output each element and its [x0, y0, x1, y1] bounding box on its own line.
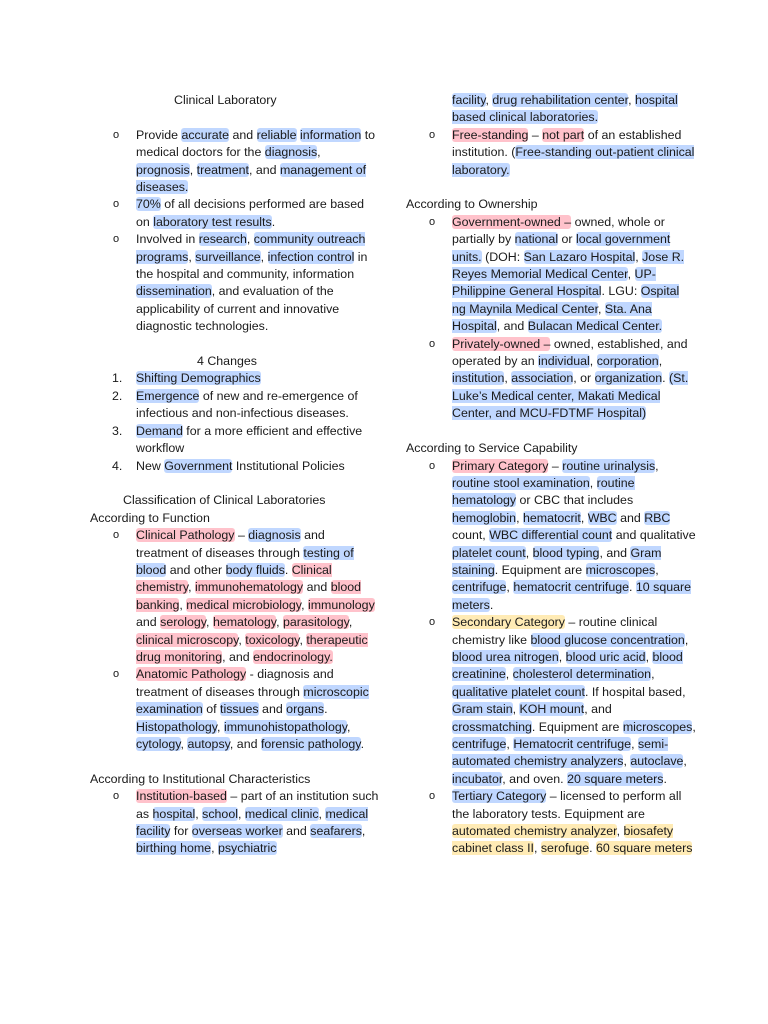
blue-highlight: routine stool examination [452, 475, 590, 490]
red-highlight: immunology [307, 597, 375, 612]
red-highlight: not part [542, 127, 585, 142]
red-highlight: clinical microscopy [136, 632, 239, 647]
service-item: o Secondary Category – routine clinical chemistry like blood glucose concentration, blood urea nitrogen, blood uric acid, blood creatinine, cholesterol determination, qualitative platelet count. If hospital based, Gram stain, KOH mount, and crossmatching. Equipment are microscopes, centrifuge, Hematocrit centrifuge, semi-automated chemistry analyzers, autoclave, incubator, and oven. 20 square meters. [406, 614, 696, 788]
blue-highlight: hematocrit [522, 510, 581, 525]
red-highlight: toxicology [245, 632, 300, 647]
changes-item [90, 458, 380, 475]
function-item: o Anatomic Pathology - diagnosis and treatment of diseases through microscopic examination of tissues and organs. Histopathology, immunohistopathology, cytology, autopsy, and forensic pathology. [90, 666, 380, 753]
blue-highlight: facility [452, 93, 486, 107]
function-item: o Clinical Pathology – diagnosis and treatment of diseases through testing of blood and other body fluids. Clinical chemistry, immunohematology and blood banking, medical microbiology, immunology and serology, hematology, parasitology, clinical microscopy, toxicology, therapeutic drug monitoring, and endocrinology. [90, 527, 380, 666]
blue-highlight: organization [594, 371, 663, 386]
blue-highlight: hospital [152, 806, 196, 821]
blue-highlight: Demand [136, 423, 183, 438]
institutional-list-continued [406, 127, 696, 179]
item-text: Demand for a more efficient and effective workflow [136, 423, 363, 456]
institutional-item: o Institution-based – part of an institution such as hospital, school, medical clinic, medical facility for overseas worker and seafarers, birthing home, psychiatric [90, 788, 380, 858]
red-highlight: medical microbiology [186, 597, 302, 612]
blue-highlight: birthing home [136, 841, 212, 856]
intro-list [90, 127, 380, 336]
blue-highlight: KOH mount [519, 702, 585, 717]
blue-highlight: dissemination [136, 284, 212, 299]
blue-highlight: institution [452, 371, 505, 386]
blue-highlight: community outreach programs [136, 232, 366, 264]
blue-highlight: Bulacan Medical Center. [527, 319, 663, 334]
classification-title: Classification of Clinical Laboratories [123, 493, 326, 508]
item-number: 3. [112, 423, 123, 438]
blue-highlight: treatment [196, 162, 249, 177]
blue-highlight: diagnosis [264, 145, 318, 160]
intro-item: o Involved in research, community outreach programs, surveillance, infection control in the hospital and community, information dissemination, and evaluation of the applicability of current and innovative diagnostic technologies. [90, 231, 380, 335]
blue-highlight: microscopes [622, 719, 693, 734]
blue-highlight: Shifting Demographics [136, 371, 261, 386]
blue-highlight: management of diseases. [136, 162, 367, 195]
blue-highlight: Tertiary Category [452, 789, 547, 804]
blue-highlight: association [511, 371, 574, 386]
red-highlight: Privately-owned – [452, 336, 551, 351]
changes-item [90, 388, 380, 423]
blue-highlight: immunohistopathology [223, 719, 347, 734]
blue-highlight: Ospital ng Maynila Medical Center [452, 284, 680, 316]
intro-item: o 70% of all decisions performed are based on laboratory test results. [90, 196, 380, 231]
blue-highlight: Histopathology [136, 719, 218, 734]
left-column [90, 92, 380, 858]
red-highlight: Primary Category [452, 458, 549, 473]
blue-highlight: Government [164, 458, 233, 473]
red-highlight: parasitology [282, 615, 349, 630]
blue-highlight: incubator [452, 771, 503, 786]
red-highlight: Clinical Pathology [136, 528, 235, 543]
changes-item [90, 370, 380, 387]
red-highlight: Clinical chemistry [136, 562, 332, 595]
institutional-item: o Free-standing – not part of an established institution. (Free-standing out-patient clinical laboratory. [406, 127, 696, 179]
institutional-title: According to Institutional Characteristics [90, 771, 311, 786]
blue-highlight: Sta. Ana Hospital [452, 301, 652, 334]
changes-item [90, 423, 380, 458]
yellow-highlight: biosafety cabinet class II [452, 824, 674, 856]
blue-highlight: 10 square meters [452, 580, 692, 612]
red-highlight: therapeutic drug monitoring [136, 632, 368, 664]
blue-highlight: Gram stain [452, 702, 513, 717]
blue-highlight: hospital based clinical laboratories. [452, 93, 678, 125]
item-number: 2. [112, 388, 123, 403]
item-number: 1. [112, 371, 123, 386]
blue-highlight: 70% [136, 197, 161, 212]
blue-highlight: diagnosis [248, 528, 301, 543]
blue-highlight: microscopes [585, 562, 656, 577]
blue-highlight: Emergence [136, 388, 200, 403]
changes-list [90, 370, 380, 474]
blue-highlight: seafarers [310, 824, 362, 838]
blue-highlight: cholesterol determination [512, 667, 652, 682]
red-highlight: serology [160, 615, 207, 630]
ownership-title: According to Ownership [406, 197, 538, 212]
service-item: o Tertiary Category – licensed to perform all the laboratory tests. Equipment are automated chemistry analyzer, biosafety cabinet class II, serofuge. 60 square meters [406, 788, 696, 858]
yellow-highlight: serofuge [540, 841, 590, 856]
intro-item: o Provide accurate and reliable information to medical doctors for the diagnosis, prognosis, treatment, and management of diseases. [90, 127, 380, 197]
blue-highlight: corporation [596, 354, 659, 369]
right-column [406, 92, 696, 858]
changes-title: 4 Changes [197, 354, 257, 369]
blue-highlight: surveillance [195, 249, 261, 264]
blue-highlight: reliable [256, 127, 297, 142]
red-highlight: Institution-based [136, 789, 227, 804]
blue-highlight: accurate [181, 127, 229, 142]
blue-highlight: tissues [220, 702, 259, 717]
blue-highlight: medical facility [136, 806, 369, 838]
red-highlight: Government-owned – [452, 214, 572, 229]
yellow-highlight: automated chemistry analyzer [452, 824, 617, 839]
ownership-item: o Government-owned – owned, whole or partially by national or local government units. (DOH: San Lazaro Hospital, Jose R. Reyes Memorial Medical Center, UP-Philippine General Hospital. LGU: Ospital ng Maynila Medical Center, Sta. Ana Hospital, and Bulacan Medical Center. [406, 214, 696, 336]
blue-highlight: hemoglobin [452, 510, 517, 525]
blue-highlight: school [202, 806, 238, 821]
item-text: New Government Institutional Policies [136, 458, 345, 473]
blue-highlight: psychiatric [217, 841, 277, 856]
blue-highlight: autopsy [187, 736, 230, 751]
blue-highlight: organs [286, 702, 325, 717]
blue-highlight: blood typing [532, 545, 600, 560]
service-title: According to Service Capability [406, 441, 578, 456]
blue-highlight: WBC [587, 510, 617, 525]
red-highlight: immunohematology [194, 580, 304, 595]
blue-highlight: centrifuge [452, 580, 507, 595]
blue-highlight: Free-standing out-patient clinical laboratory. [452, 145, 695, 177]
red-highlight: hematology [212, 615, 277, 630]
ownership-list [406, 214, 696, 423]
blue-highlight: semi-automated chemistry analyzers [452, 737, 669, 769]
function-list [90, 527, 380, 753]
item-number: 4. [112, 458, 123, 473]
institutional-item-continued: facility, drug rehabilitation center, hospital based clinical laboratories. [452, 93, 678, 125]
service-item: o Primary Category – routine urinalysis, routine stool examination, routine hematology or CBC that includes hemoglobin, hematocrit, WBC and RBC count, WBC differential count and qualitative platelet count, blood typing, and Gram staining. Equipment are microscopes, centrifuge, hematocrit centrifuge. 10 square meters. [406, 458, 696, 615]
blue-highlight: routine hematology [452, 475, 635, 508]
yellow-highlight: 60 square meters [595, 841, 693, 856]
blue-highlight: hematocrit centrifuge [513, 580, 630, 595]
blue-highlight: platelet count [452, 545, 526, 560]
blue-highlight: overseas worker [191, 824, 283, 838]
institutional-list [90, 788, 380, 858]
blue-highlight: blood urea nitrogen [452, 649, 559, 664]
blue-highlight: medical clinic [244, 806, 319, 821]
red-highlight: Anatomic Pathology [136, 667, 247, 682]
blue-highlight: microscopic examination [136, 684, 369, 717]
blue-highlight: routine urinalysis [562, 458, 656, 473]
blue-highlight: local government units. [452, 232, 671, 264]
blue-highlight: crossmatching [452, 719, 532, 734]
blue-highlight: prognosis [136, 162, 190, 177]
page-title: Clinical Laboratory [174, 93, 277, 107]
blue-highlight: blood glucose concentration [530, 632, 685, 647]
blue-highlight: Jose R. Reyes Memorial Medical Center [452, 249, 685, 282]
blue-highlight: Gram staining [452, 545, 662, 577]
blue-highlight: UP-Philippine General Hospital [452, 267, 656, 299]
red-highlight: Free-standing [452, 127, 529, 142]
blue-highlight: San Lazaro Hospital [523, 249, 636, 264]
item-text: Emergence of new and re-emergence of infectious and non-infectious diseases. [136, 388, 358, 421]
blue-highlight: drug rehabilitation center [492, 93, 629, 107]
blue-highlight: blood uric acid [565, 649, 646, 664]
blue-highlight: qualitative platelet count [452, 684, 585, 699]
blue-highlight: RBC [644, 510, 671, 525]
blue-highlight: blood creatinine [452, 649, 683, 682]
blue-highlight: national [514, 232, 559, 247]
blue-highlight: centrifuge [452, 737, 507, 751]
blue-highlight: 20 square meters [567, 771, 664, 786]
blue-highlight: Hematocrit centrifuge [513, 737, 632, 751]
item-text [136, 371, 261, 385]
ownership-item: o Privately-owned – owned, established, and operated by an individual, corporation, institution, association, or organization. (St. Luke’s Medical center, Makati Medical Center, and MCU-FDTMF Hospital) [406, 336, 696, 423]
blue-highlight: autoclave [630, 754, 684, 769]
blue-highlight: infection control [267, 249, 355, 264]
function-title: According to Function [90, 510, 210, 525]
blue-highlight: testing of blood [136, 545, 354, 577]
blue-highlight: cytology [136, 736, 181, 751]
blue-highlight: research [198, 232, 247, 247]
blue-highlight: laboratory test results [153, 214, 272, 229]
red-highlight: blood banking [136, 580, 362, 612]
blue-highlight: individual [538, 354, 590, 369]
service-list [406, 458, 696, 858]
blue-highlight: (St. Luke’s Medical center, Makati Medical Center, and MCU-FDTMF Hospital) [452, 371, 689, 421]
blue-highlight: forensic pathology [260, 736, 361, 751]
yellow-highlight: Secondary Category [452, 615, 565, 630]
blue-highlight: information [299, 127, 362, 142]
blue-highlight: body fluids [225, 562, 285, 577]
red-highlight: endocrinology. [253, 649, 333, 664]
blue-highlight: WBC differential count [489, 528, 613, 543]
